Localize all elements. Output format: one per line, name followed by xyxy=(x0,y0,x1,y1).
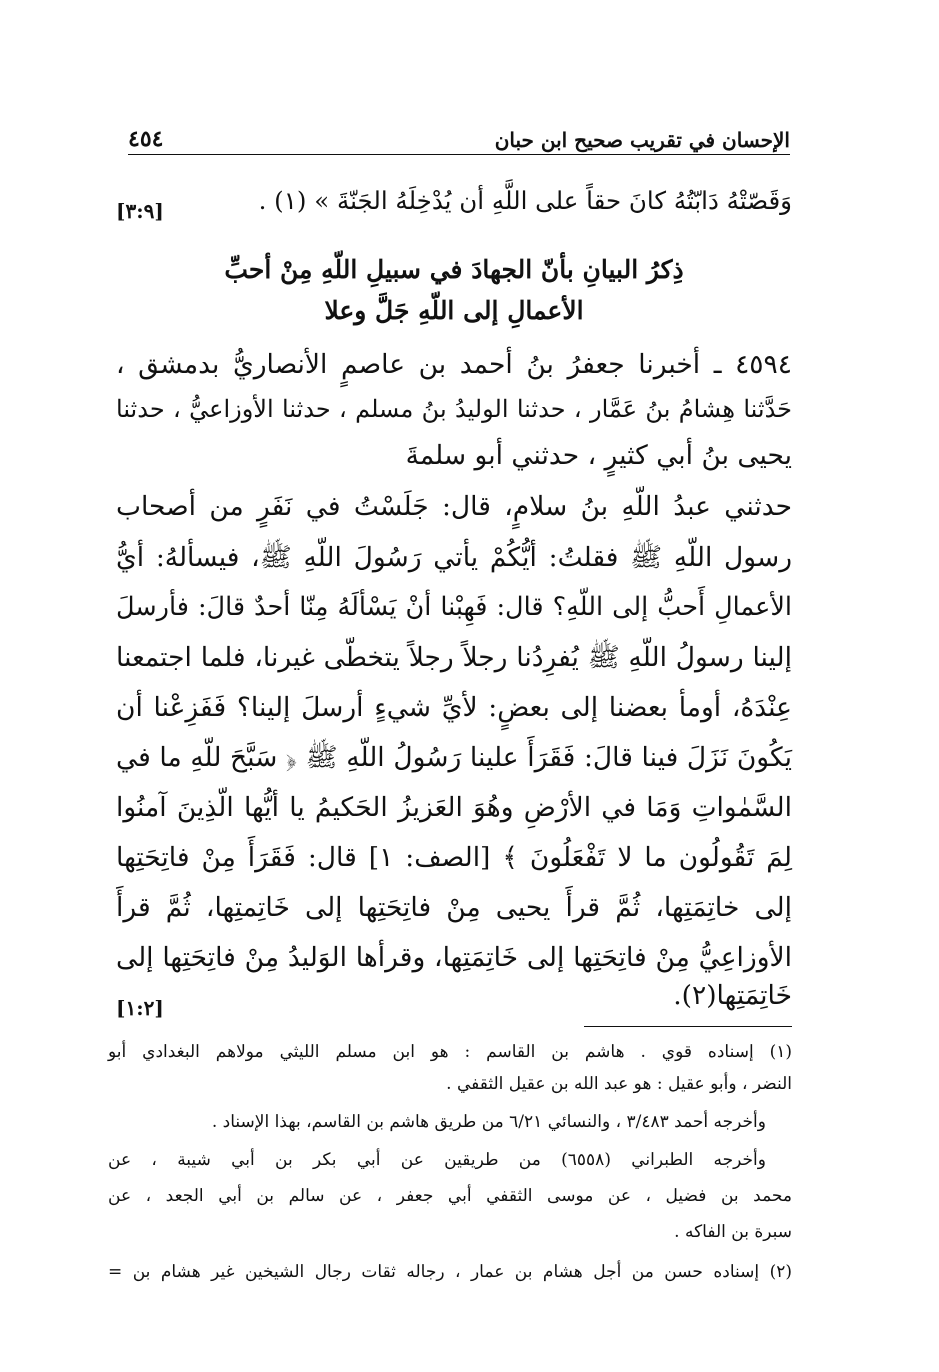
book-title: الإحسان في تقريب صحيح ابن حبان xyxy=(494,128,790,152)
footnote-line-4: وأخرجه الطبراني (٦٥٥٨) من طريقين عن أبي بكر بن أبي شيبة ، عن xyxy=(108,1150,766,1170)
matn-line-2: رسول اللّهِ ﷺ فقلتُ: أيُّكُمْ يأتي رَسُولَ اللّهِ ﷺ، فيسألهُ: أيُّ xyxy=(116,542,792,573)
footnote-line-2: النضر ، وأبو عقيل : هو عبد الله بن عقيل الثقفي . xyxy=(446,1074,792,1094)
footnote-divider xyxy=(584,1026,792,1027)
footnote-line-5: محمد بن فضيل ، عن موسى الثقفي أبي جعفر ، عن سالم بن أبي الجعد ، عن xyxy=(108,1186,792,1206)
previous-hadith-end: وَقَصّتْهُ دَابّتُهُ كانَ حقاً على اللَّهِ أن يُدْخِلَهُ الجَنّةَ » (١) . xyxy=(258,186,792,215)
isnad-line-1: ٤٥٩٤ ـ أخبرنا جعفرُ بنُ أحمد بن عاصمٍ الأنصاريُّ بدمشق ، xyxy=(116,349,792,380)
matn-line-8: لِمَ تَقُولُون ما لا تَفْعَلُونَ ﴾ [الصف: ١] قال: فَقَرَأَ مِنْ فاتِحَتِها xyxy=(116,842,793,873)
running-header xyxy=(128,112,790,152)
footnote-line-3: وأخرجه أحمد ٣/٤٨٣ ، والنسائي ٦/٢١ من طريق هاشم بن القاسم، بهذا الإسناد . xyxy=(211,1112,766,1132)
footnote-line-1: (١) إسناده قوي . هاشم بن القاسم : هو ابن مسلم الليثي مولاهم البغدادي أبو xyxy=(108,1042,792,1062)
matn-line-10: الأوزاعِيُّ مِنْ فاتِحَتِها إلى خَاتِمَتِها، وقرأها الوَليدُ مِنْ فاتِحَتِها إلى xyxy=(116,942,792,973)
isnad-line-2: حَدَّثنا هِشامُ بنُ عَمَّار ، حدثنا الوليدُ بنُ مسلم ، حدثنا الأوزاعيُّ ، حدثنا xyxy=(116,395,792,423)
isnad-line-3: يحيى بنُ أبي كثيرٍ ، حدثني أبو سلمةَ xyxy=(405,440,792,471)
previous-hadith-reference: [٣:٩] xyxy=(116,199,164,223)
chapter-heading-line-1: ذِكرُ البيانِ بأنّ الجهادَ في سبيلِ اللّهِ مِنْ أحبِّ xyxy=(224,255,684,284)
matn-line-4: إلينا رسولُ اللّهِ ﷺ يُفرِدُنا رجلاً رجلاً يتخطّى غيرنا، فلما اجتمعنا xyxy=(116,642,792,673)
footnote-line-7: (٢) إسناده حسن من أجل هشام بن عمار ، رجاله ثقات رجال الشيخين غير هشام بن = xyxy=(108,1262,792,1282)
matn-line-5: عِنْدَهُ، أومأ بعضنا إلى بعضٍ: لأيِّ شيءٍ أرسلَ إلينا؟ فَفَزِعْنا أن xyxy=(116,692,792,723)
hadith-reference: [١:٢] xyxy=(116,996,164,1020)
matn-line-9: إلى خاتِمَتِها، ثُمَّ قرأَ يحيى مِنْ فاتِحَتِها إلى خَاتِمتِها، ثُمَّ قرأَ xyxy=(116,892,792,923)
page-number: ٤٥٤ xyxy=(128,126,164,152)
footnote-line-6: سبرة بن الفاكه . xyxy=(674,1222,792,1242)
matn-line-1: حدثني عبدُ اللّهِ بنُ سلامٍ، قال: جَلَسْتُ في نَفَرٍ من أصحاب xyxy=(116,491,792,522)
matn-line-11: خَاتِمَتِها(٢). xyxy=(673,980,792,1011)
matn-line-6: يَكُونَ نَزَلَ فينا قالَ: فَقَرَأَ علينا رَسُولُ اللّهِ ﷺ ﴿ سَبَّحَ للّهِ ما في xyxy=(116,742,792,773)
header-divider xyxy=(128,154,790,155)
matn-line-3: الأعمالِ أَحبُّ إلى اللّهِ؟ قال: فَهِبْنا أنْ يَسْألَهُ مِنّا أحدٌ قالَ: فأرسلَ xyxy=(116,592,792,622)
chapter-heading-line-2: الأعمالِ إلى اللّهِ جَلَّ وعلا xyxy=(324,296,584,325)
matn-line-7: السَّمٰواتِ وَمَا في الأرْضِ وهُوَ العَزيزُ الحَكيمُ يا أيُّها الّذِينَ آمنُوا xyxy=(116,792,792,823)
